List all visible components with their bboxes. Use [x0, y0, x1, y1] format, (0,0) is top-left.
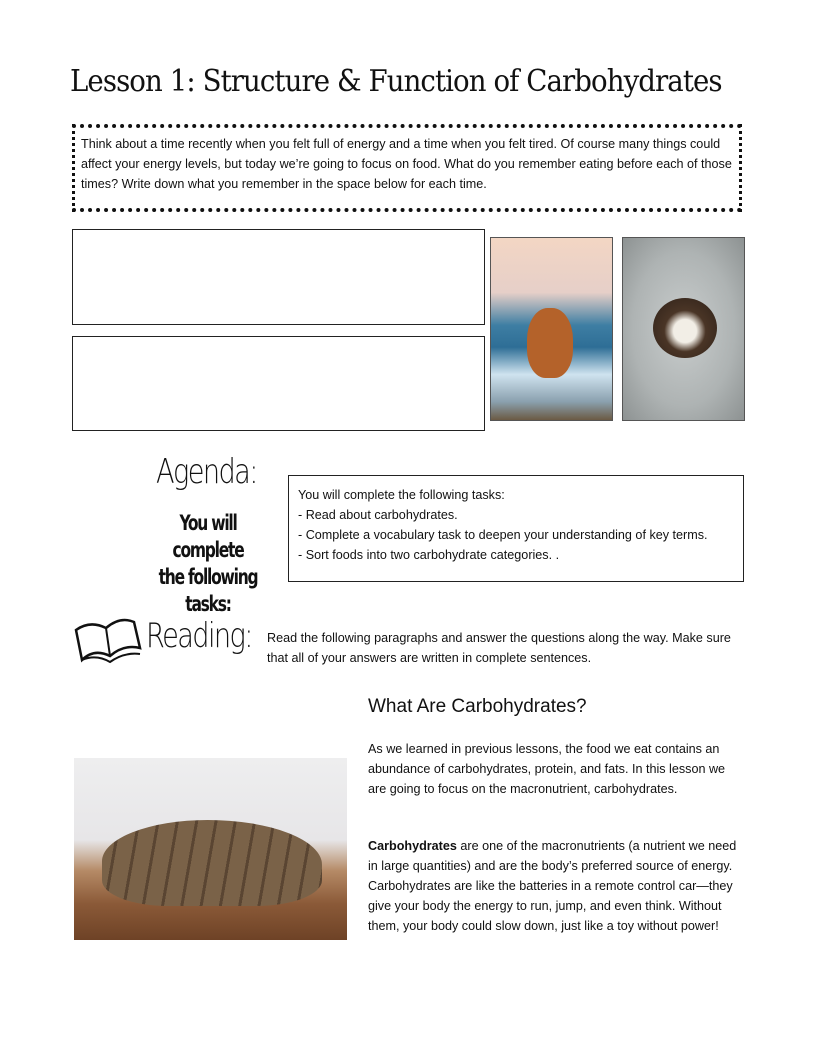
page-title: Lesson 1: Structure & Function of Carbohydrates — [70, 64, 722, 99]
reading-instructions: Read the following paragraphs and answer the questions along the way. Make sure that all of your answers are written in complete sentences. — [267, 631, 731, 665]
paragraph-2 — [368, 836, 738, 936]
bread-loaf-photo — [74, 758, 347, 940]
tired-answer-box[interactable] — [72, 336, 485, 431]
agenda-item: - Read about carbohydrates. — [298, 508, 458, 522]
carbohydrates-term: Carbohydrates — [368, 839, 457, 853]
agenda-item: - Sort foods into two carbohydrate categories. . — [298, 548, 560, 562]
agenda-task-list — [288, 475, 744, 582]
agenda-heading: Agenda: — [156, 452, 257, 492]
agenda-item: You will complete the following tasks: — [298, 488, 505, 502]
open-book-icon — [72, 612, 142, 668]
energetic-answer-box[interactable] — [72, 229, 485, 325]
intro-prompt: Think about a time recently when you felt full of energy and a time when you felt tired. Of course many things could affect your energy levels, but today we’re going to focus on food. What do you remember eating before each of those times? Write down what you remember in the space below for each time. — [72, 124, 742, 212]
paragraph-2-text: are one of the macronutrients (a nutrient we need in large quantities) and are the body’s preferred source of energy. Carbohydrates are like the batteries in a remote control car—they give your body the energy to run, jump, and even think. Without them, your body could slow down, just like a toy without power! — [368, 839, 737, 933]
agenda-item: - Complete a vocabulary task to deepen your understanding of key terms. — [298, 528, 708, 542]
reading-heading: Reading: — [146, 616, 252, 656]
agenda-subheading-line2: the following tasks: — [158, 565, 258, 616]
energetic-dog-photo — [490, 237, 613, 421]
agenda-subheading-line1: You will complete — [172, 511, 244, 562]
section-title: What Are Carbohydrates? — [368, 696, 587, 717]
tired-dog-photo — [622, 237, 745, 421]
paragraph-1: As we learned in previous lessons, the food we eat contains an abundance of carbohydrates, protein, and fats. In this lesson we are going to focus on the macronutrient, carbohydrates. — [368, 742, 726, 796]
agenda-subheading — [151, 510, 266, 618]
